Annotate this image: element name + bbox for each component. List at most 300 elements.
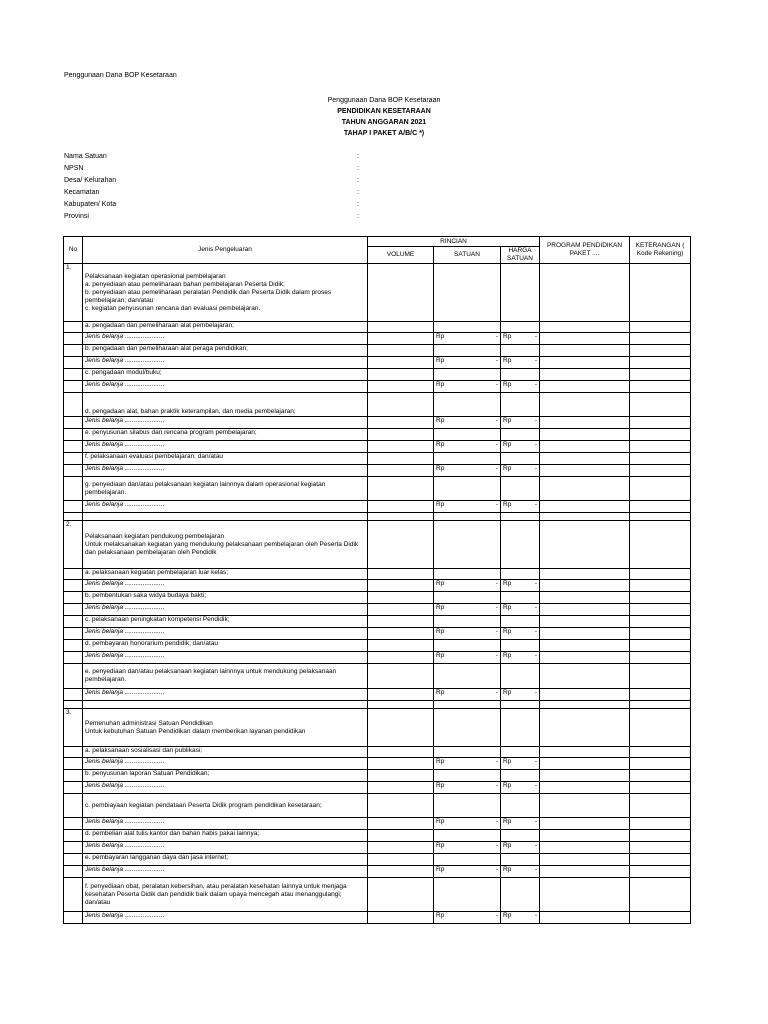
rp-label: Rp (436, 782, 445, 789)
cell (540, 264, 630, 322)
rp-label: Rp (436, 501, 445, 508)
satuan-cell (434, 628, 501, 640)
harga-cell (501, 689, 540, 701)
cell (64, 441, 83, 453)
satuan-cell (434, 842, 501, 854)
harga-cell (501, 357, 540, 369)
item-label: d. pembelian alat tulis kantor dan bahan habis pakai lainnya; (83, 830, 368, 842)
cell (630, 616, 691, 628)
jenis-belanja-row (64, 501, 691, 513)
cell (630, 453, 691, 465)
cell (368, 513, 434, 521)
rp-label: Rp (503, 333, 512, 340)
jenis-belanja-label: Jenis belanja ...................... (83, 501, 368, 513)
jenis-belanja-label: Jenis belanja ...................... (83, 652, 368, 664)
cell (540, 758, 630, 770)
jenis-belanja-label: Jenis belanja ...................... (83, 580, 368, 592)
cell (64, 758, 83, 770)
rp-label: Rp (436, 652, 445, 659)
header-row (64, 237, 691, 247)
title-line-4: TAHAP I PAKET A/B/C *) (343, 130, 425, 137)
cell (501, 854, 540, 866)
rp-label: Rp (436, 417, 445, 424)
cell (540, 441, 630, 453)
cell (64, 664, 83, 689)
satuan-cell (434, 758, 501, 770)
cell (368, 580, 434, 592)
rp-label: Rp (503, 912, 512, 919)
rp-label: Rp (436, 912, 445, 919)
cell (64, 592, 83, 604)
item-label: d. pengadaan alat, bahan praktik keterampilan, dan media pembelajaran; (83, 393, 368, 417)
cell (434, 701, 501, 709)
col-header-volume: VOLUME (368, 247, 434, 264)
amount: - (495, 628, 498, 635)
cell (630, 333, 691, 345)
cell (368, 429, 434, 441)
jenis-belanja-label: Jenis belanja ...................... (83, 782, 368, 794)
cell (64, 477, 83, 501)
cell (64, 616, 83, 628)
cell (630, 709, 691, 747)
section-subtitle: Untuk melaksanakan kegiatan yang mendukung pelaksanaan pembelajaran oleh Peserta Didik dan pelaksanaan pembelajaran oleh Pendidik (85, 540, 359, 556)
expenditure-table (63, 236, 691, 924)
meta-row-desa (64, 177, 384, 189)
item-row (64, 770, 691, 782)
amount: - (495, 381, 498, 388)
title-line-1: Penggunaan Dana BOP Kesetaraan (327, 97, 441, 104)
section-row (64, 709, 691, 747)
cell (64, 322, 83, 333)
cell (501, 429, 540, 441)
spacer-row (64, 513, 691, 521)
cell (368, 878, 434, 912)
cell (540, 878, 630, 912)
cell (630, 441, 691, 453)
title-line-2: PENDIDIKAN KESETARAAN (337, 108, 431, 115)
meta-label: Nama Satuan (64, 153, 107, 160)
cell (630, 477, 691, 501)
item-row (64, 369, 691, 381)
harga-cell (501, 652, 540, 664)
satuan-cell (434, 501, 501, 513)
cell (630, 747, 691, 758)
cell (540, 393, 630, 417)
cell (434, 393, 501, 417)
cell (540, 912, 630, 924)
cell (630, 701, 691, 709)
cell (501, 521, 540, 569)
cell (64, 453, 83, 465)
cell (630, 592, 691, 604)
document-title (0, 95, 768, 139)
cell (540, 604, 630, 616)
cell (630, 758, 691, 770)
cell (64, 701, 83, 709)
amount: - (534, 417, 537, 424)
item-label: e. penyusunan silabus dan rencana program pembelajaran; (83, 429, 368, 441)
item-label: e. penyediaan dan/atau pelaksanaan kegiatan lainnnya untuk mendukung pelaksanaan pembelajaran. (83, 664, 368, 689)
cell (434, 345, 501, 357)
cell (501, 569, 540, 580)
amount: - (495, 758, 498, 765)
cell (64, 369, 83, 381)
cell (630, 345, 691, 357)
cell (368, 652, 434, 664)
item-label: c. pengadaan modul/buku; (83, 369, 368, 381)
jenis-belanja-label: Jenis belanja ...................... (83, 842, 368, 854)
cell (501, 513, 540, 521)
amount: - (495, 580, 498, 587)
cell (64, 569, 83, 580)
rp-label: Rp (503, 381, 512, 388)
amount: - (534, 912, 537, 919)
cell (540, 592, 630, 604)
cell (630, 417, 691, 429)
meta-colon: : (357, 201, 359, 208)
amount: - (534, 866, 537, 873)
cell (368, 604, 434, 616)
satuan-cell (434, 604, 501, 616)
col-header-no: No (64, 237, 83, 264)
cell (64, 333, 83, 345)
jenis-belanja-label: Jenis belanja ...................... (83, 628, 368, 640)
amount: - (534, 501, 537, 508)
cell (64, 818, 83, 830)
cell (368, 441, 434, 453)
cell (540, 842, 630, 854)
cell (540, 333, 630, 345)
section-description (83, 521, 368, 569)
meta-label: Kecamatan (64, 189, 100, 196)
cell (540, 747, 630, 758)
amount: - (495, 652, 498, 659)
cell (64, 429, 83, 441)
item-row (64, 640, 691, 652)
item-label: c. pembiayaan kegiatan pendataan Peserta Didik program pendidikan kesetaraan; (83, 794, 368, 818)
cell (434, 794, 501, 818)
cell (630, 393, 691, 417)
cell (630, 628, 691, 640)
cell (368, 417, 434, 429)
cell (630, 513, 691, 521)
item-row (64, 453, 691, 465)
cell (434, 770, 501, 782)
cell (630, 689, 691, 701)
rp-label: Rp (503, 441, 512, 448)
rp-label: Rp (503, 689, 512, 696)
cell (501, 393, 540, 417)
harga-cell (501, 501, 540, 513)
cell (64, 912, 83, 924)
cell (368, 854, 434, 866)
cell (540, 513, 630, 521)
cell (630, 429, 691, 441)
cell (540, 616, 630, 628)
cell (368, 357, 434, 369)
cell (630, 652, 691, 664)
rp-label: Rp (436, 357, 445, 364)
cell (64, 854, 83, 866)
cell (540, 345, 630, 357)
cell (540, 477, 630, 501)
amount: - (495, 912, 498, 919)
cell (630, 369, 691, 381)
item-label: d. pembayaran honorarium pendidik; dan/atau (83, 640, 368, 652)
jenis-belanja-row (64, 818, 691, 830)
cell (434, 513, 501, 521)
section-title: Pelaksanaan kegiatan operasional pembelajaran (85, 272, 226, 280)
harga-cell (501, 628, 540, 640)
cell (630, 322, 691, 333)
cell (368, 521, 434, 569)
rp-label: Rp (436, 333, 445, 340)
cell (501, 640, 540, 652)
cell (540, 369, 630, 381)
item-row (64, 429, 691, 441)
amount: - (534, 465, 537, 472)
amount: - (534, 357, 537, 364)
amount: - (495, 604, 498, 611)
section-row (64, 521, 691, 569)
cell (434, 709, 501, 747)
cell (368, 501, 434, 513)
satuan-cell (434, 381, 501, 393)
cell (64, 580, 83, 592)
cell (64, 878, 83, 912)
cell (434, 854, 501, 866)
rp-label: Rp (503, 417, 512, 424)
section-point: a. penyediaan atau pemeliharaan bahan pembelajaran Peserta Didik; (85, 280, 285, 288)
section-title: Pelaksanaan kegiatan pendukung pembelajaran (85, 532, 225, 540)
jenis-belanja-label: Jenis belanja ...................... (83, 604, 368, 616)
rp-label: Rp (503, 357, 512, 364)
cell (368, 912, 434, 924)
harga-cell (501, 758, 540, 770)
meta-row-kecamatan (64, 189, 384, 201)
amount: - (534, 842, 537, 849)
jenis-belanja-row (64, 381, 691, 393)
cell (434, 592, 501, 604)
satuan-cell (434, 818, 501, 830)
cell (368, 701, 434, 709)
amount: - (495, 333, 498, 340)
harga-cell (501, 866, 540, 878)
cell (368, 381, 434, 393)
cell (434, 453, 501, 465)
item-label: f. pelaksanaan evaluasi pembelajaran; dan/atau (83, 453, 368, 465)
cell (501, 747, 540, 758)
cell (64, 830, 83, 842)
cell (540, 465, 630, 477)
jenis-belanja-label: Jenis belanja ...................... (83, 689, 368, 701)
item-label: g. penyediaan dan/atau pelaksanaan kegiatan lainnnya dalam operasional kegiatan pembelajaran. (83, 477, 368, 501)
cell (540, 640, 630, 652)
cell (368, 333, 434, 345)
cell (540, 709, 630, 747)
cell (630, 830, 691, 842)
harga-cell (501, 782, 540, 794)
cell (540, 782, 630, 794)
cell (368, 866, 434, 878)
item-row (64, 854, 691, 866)
rp-label: Rp (436, 580, 445, 587)
amount: - (495, 818, 498, 825)
cell (83, 513, 368, 521)
jenis-belanja-row (64, 357, 691, 369)
amount: - (534, 441, 537, 448)
cell (368, 569, 434, 580)
amount: - (534, 604, 537, 611)
harga-cell (501, 441, 540, 453)
cell (434, 640, 501, 652)
rp-label: Rp (436, 866, 445, 873)
cell (630, 782, 691, 794)
satuan-cell (434, 782, 501, 794)
amount: - (534, 628, 537, 635)
cell (368, 322, 434, 333)
amount: - (495, 465, 498, 472)
cell (64, 345, 83, 357)
cell (540, 866, 630, 878)
section-row (64, 264, 691, 322)
cell (630, 569, 691, 580)
satuan-cell (434, 652, 501, 664)
amount: - (534, 333, 537, 340)
cell (501, 345, 540, 357)
jenis-belanja-label: Jenis belanja ...................... (83, 866, 368, 878)
rp-label: Rp (436, 842, 445, 849)
cell (64, 381, 83, 393)
jenis-belanja-row (64, 333, 691, 345)
cell (368, 830, 434, 842)
cell (540, 429, 630, 441)
section-point: b. penyediaan atau pemeliharaan peralatan Pendidik dan Peserta Didik dalam proses pembelajaran; dan/atau (85, 288, 332, 304)
cell (501, 701, 540, 709)
cell (64, 357, 83, 369)
rp-label: Rp (436, 689, 445, 696)
rp-label: Rp (503, 604, 512, 611)
item-row (64, 322, 691, 333)
cell (64, 628, 83, 640)
section-subtitle: Untuk kebutuhan Satuan Pendidikan dalam memberikan layanan pendidikan (85, 727, 306, 735)
cell (540, 322, 630, 333)
satuan-cell (434, 441, 501, 453)
satuan-cell (434, 417, 501, 429)
cell (630, 521, 691, 569)
cell (630, 501, 691, 513)
cell (501, 369, 540, 381)
cell (368, 616, 434, 628)
cell (501, 477, 540, 501)
cell (630, 604, 691, 616)
amount: - (534, 782, 537, 789)
item-label: a. pelaksanaan kegiatan pembelajaran luar kelas; (83, 569, 368, 580)
meta-colon: : (357, 153, 359, 160)
cell (434, 429, 501, 441)
amount: - (534, 689, 537, 696)
cell (368, 689, 434, 701)
cell (630, 381, 691, 393)
jenis-belanja-label: Jenis belanja ...................... (83, 417, 368, 429)
cell (540, 830, 630, 842)
item-label: b. pembentukan saka widya budaya bakti; (83, 592, 368, 604)
satuan-cell (434, 333, 501, 345)
jenis-belanja-row (64, 417, 691, 429)
jenis-belanja-row (64, 604, 691, 616)
cell (64, 604, 83, 616)
harga-cell (501, 818, 540, 830)
cell (64, 640, 83, 652)
cell (630, 912, 691, 924)
meta-colon: : (357, 213, 359, 220)
cell (501, 878, 540, 912)
satuan-cell (434, 357, 501, 369)
jenis-belanja-label: Jenis belanja ...................... (83, 912, 368, 924)
cell (630, 580, 691, 592)
cell (434, 616, 501, 628)
amount: - (534, 818, 537, 825)
jenis-belanja-label: Jenis belanja ...................... (83, 381, 368, 393)
cell (64, 689, 83, 701)
meta-row-nama-satuan (64, 153, 384, 165)
cell (64, 794, 83, 818)
cell (540, 664, 630, 689)
amount: - (534, 758, 537, 765)
jenis-belanja-row (64, 441, 691, 453)
cell (368, 592, 434, 604)
jenis-belanja-row (64, 758, 691, 770)
meta-colon: : (357, 165, 359, 172)
satuan-cell (434, 912, 501, 924)
jenis-belanja-label: Jenis belanja ...................... (83, 357, 368, 369)
cell (630, 640, 691, 652)
item-label: f. penyediaan obat, peralatan kebersihan, atau peralatan kesehatan lainnya untuk menjaga kesehatan Peserta Didik dan pendidik baik dalam upaya mencegah atau menanggulangi; dan/atau (83, 878, 368, 912)
meta-row-provinsi (64, 213, 384, 225)
item-label: a. pengadaan dan pemeliharaan alat pembelajaran; (83, 322, 368, 333)
cell (64, 393, 83, 417)
cell (64, 652, 83, 664)
cell (630, 465, 691, 477)
cell (434, 878, 501, 912)
harga-cell (501, 842, 540, 854)
item-row (64, 664, 691, 689)
cell (630, 818, 691, 830)
jenis-belanja-row (64, 652, 691, 664)
amount: - (495, 866, 498, 873)
cell (630, 664, 691, 689)
jenis-belanja-label: Jenis belanja ...................... (83, 441, 368, 453)
cell (368, 628, 434, 640)
rp-label: Rp (503, 501, 512, 508)
section-description (83, 709, 368, 747)
satuan-cell (434, 580, 501, 592)
item-row (64, 569, 691, 580)
jenis-belanja-label: Jenis belanja ...................... (83, 758, 368, 770)
rp-label: Rp (436, 441, 445, 448)
col-header-harga: HARGA SATUAN (501, 247, 540, 264)
cell (540, 357, 630, 369)
satuan-cell (434, 689, 501, 701)
item-row (64, 477, 691, 501)
meta-colon: : (357, 177, 359, 184)
cell (434, 322, 501, 333)
spacer-row (64, 701, 691, 709)
amount: - (495, 689, 498, 696)
cell (630, 357, 691, 369)
cell (630, 842, 691, 854)
rp-label: Rp (436, 758, 445, 765)
